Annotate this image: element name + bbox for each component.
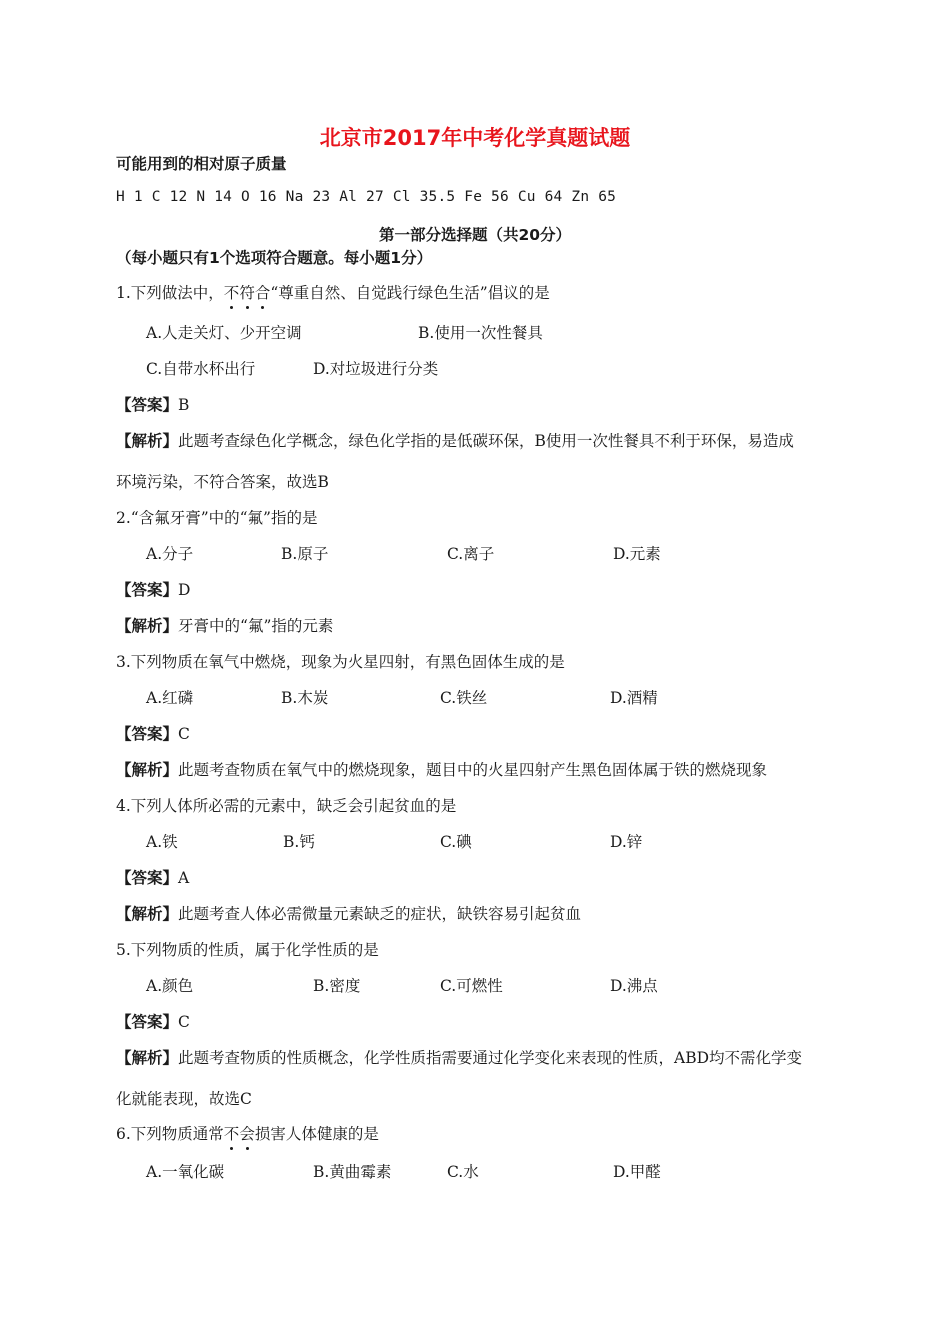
question-3-answer: 【答案】C xyxy=(116,725,190,743)
atomic-mass-heading: 可能用到的相对原子质量 xyxy=(116,155,287,173)
question-3-option-c: C.铁丝 xyxy=(440,689,488,707)
atomic-mass-list: H 1 C 12 N 14 O 16 Na 23 Al 27 Cl 35.5 Fe 56 Cu 64 Zn 65 xyxy=(116,189,617,205)
section-note: （每小题只有1个选项符合题意。每小题1分） xyxy=(116,249,433,267)
question-1-option-a: A.人走关灯、少开空调 xyxy=(146,324,302,342)
question-5-stem: 5.下列物质的性质，属于化学性质的是 xyxy=(116,941,379,959)
question-3-option-b: B.木炭 xyxy=(281,689,329,707)
question-5-analysis: 【解析】此题考查物质的性质概念，化学性质指需要通过化学变化来表现的性质，ABD均不需化学变 xyxy=(116,1049,803,1067)
question-4-stem: 4.下列人体所必需的元素中，缺乏会引起贫血的是 xyxy=(116,797,457,815)
section-heading: 第一部分选择题（共20分） xyxy=(378,226,572,244)
question-6-option-c: C.水 xyxy=(447,1163,479,1181)
question-3-option-a: A.红磷 xyxy=(146,689,194,707)
question-5-option-b: B.密度 xyxy=(313,977,361,995)
question-5-answer: 【答案】C xyxy=(116,1013,190,1031)
question-1-option-d: D.对垃圾进行分类 xyxy=(313,360,439,378)
question-3-stem: 3.下列物质在氧气中燃烧，现象为火星四射，有黑色固体生成的是 xyxy=(116,653,565,671)
question-4-option-c: C.碘 xyxy=(440,833,472,851)
question-4-option-a: A.铁 xyxy=(146,833,178,851)
question-2-stem: 2.“含氟牙膏”中的“氟”指的是 xyxy=(116,509,318,527)
question-2-option-a: A.分子 xyxy=(146,545,194,563)
question-1-answer: 【答案】B xyxy=(116,396,190,414)
question-3-option-d: D.酒精 xyxy=(610,689,658,707)
question-4-answer: 【答案】A xyxy=(116,869,190,887)
question-6-option-d: D.甲醛 xyxy=(613,1163,661,1181)
question-2-answer: 【答案】D xyxy=(116,581,191,599)
question-4-analysis: 【解析】此题考查人体必需微量元素缺乏的症状，缺铁容易引起贫血 xyxy=(116,905,582,923)
document-title: 北京市2017年中考化学真题试题 xyxy=(319,126,631,150)
question-5-option-a: A.颜色 xyxy=(146,977,194,995)
question-5-analysis-cont: 化就能表现，故选C xyxy=(116,1090,252,1108)
question-1-analysis-cont: 环境污染，不符合答案，故选B xyxy=(116,473,329,491)
question-6-option-a: A.一氧化碳 xyxy=(146,1163,225,1181)
question-5-option-c: C.可燃性 xyxy=(440,977,503,995)
question-1-option-c: C.自带水杯出行 xyxy=(146,360,256,378)
question-6-stem: 6.下列物质通常不会损害人体健康的是 xyxy=(116,1125,379,1143)
question-6-option-b: B.黄曲霉素 xyxy=(313,1163,392,1181)
question-1-stem: 1.下列做法中，不符合“尊重自然、自觉践行绿色生活”倡议的是 xyxy=(116,284,550,302)
question-2-option-d: D.元素 xyxy=(613,545,661,563)
question-2-option-c: C.离子 xyxy=(447,545,495,563)
question-5-option-d: D.沸点 xyxy=(610,977,658,995)
question-4-option-d: D.锌 xyxy=(610,833,643,851)
question-2-analysis: 【解析】牙膏中的“氟”指的元素 xyxy=(116,617,334,635)
question-3-analysis: 【解析】此题考查物质在氧气中的燃烧现象，题目中的火星四射产生黑色固体属于铁的燃烧现象 xyxy=(116,761,768,779)
question-1-option-b: B.使用一次性餐具 xyxy=(418,324,543,342)
question-4-option-b: B.钙 xyxy=(283,833,315,851)
question-2-option-b: B.原子 xyxy=(281,545,329,563)
question-1-analysis: 【解析】此题考查绿色化学概念，绿色化学指的是低碳环保，B使用一次性餐具不利于环保，易造成 xyxy=(116,432,794,450)
